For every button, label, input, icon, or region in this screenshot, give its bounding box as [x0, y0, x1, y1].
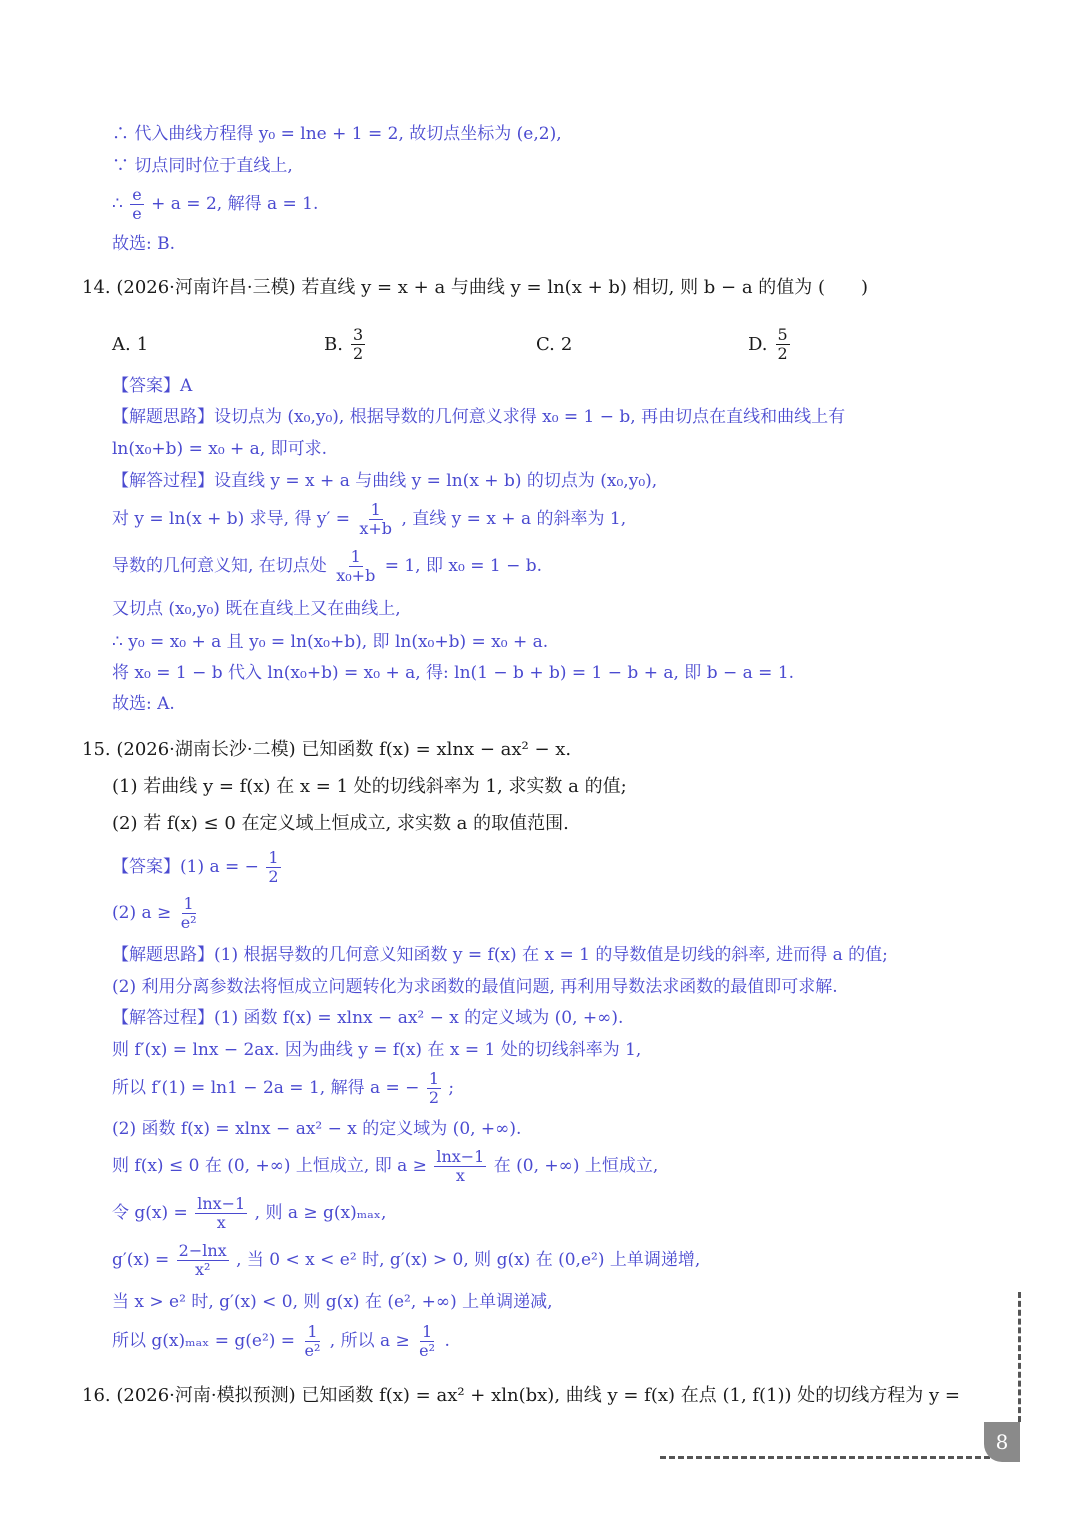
solution-line: [112, 498, 626, 540]
denominator: x+b: [359, 519, 393, 538]
solution-line: 故选: B.: [112, 234, 176, 254]
numerator: lnx−1: [436, 1147, 485, 1166]
question-15-stem: 15. (2026·湖南长沙·二模) 已知函数 f(x) = xlnx − ax² − x.: [82, 739, 572, 760]
idea-line: (2) 利用分离参数法将恒成立问题转化为求函数的最值问题, 再利用导数法求函数的最值即可求解.: [112, 977, 838, 997]
answer-line: [112, 892, 201, 934]
option-label: A.: [112, 333, 131, 355]
denominator: x: [455, 1166, 465, 1185]
text: 在 (0, +∞) 上恒成立,: [493, 1156, 659, 1176]
denominator: 2: [428, 1088, 439, 1107]
solution-line: [112, 1320, 450, 1362]
option-c: [536, 322, 572, 366]
fraction: [417, 1323, 437, 1360]
solution-line: [112, 1239, 700, 1281]
denominator: 2: [268, 867, 279, 886]
denominator: x: [216, 1213, 226, 1232]
text: 则 f(x) ≤ 0 在 (0, +∞) 上恒成立, 即 a ≥: [112, 1156, 427, 1176]
numerator: 1: [350, 547, 361, 566]
text: 【答案】(1) a = −: [112, 857, 259, 877]
text: , 所以 a ≥: [329, 1331, 410, 1351]
numerator: 2−lnx: [178, 1241, 227, 1260]
text: .: [444, 1331, 450, 1351]
idea-line: ln(x₀+b) = x₀ + a, 即可求.: [112, 439, 328, 459]
numerator: 1: [422, 1322, 433, 1341]
dashed-border-vertical: [1018, 1292, 1021, 1422]
solution-line: 将 x₀ = 1 − b 代入 ln(x₀+b) = x₀ + a, 得: ln(1 − b + b) = 1 − b + a, 即 b − a = 1.: [112, 663, 795, 683]
text: g′(x) =: [112, 1250, 170, 1270]
option-label: B.: [324, 333, 343, 355]
text: = 1, 即 x₀ = 1 − b.: [384, 556, 543, 576]
fraction: [177, 1242, 229, 1279]
fraction: [334, 548, 377, 585]
text: 对 y = ln(x + b) 求导, 得 y′ =: [112, 509, 350, 529]
numerator: 1: [428, 1069, 439, 1088]
text: (2) a ≥: [112, 903, 172, 923]
numerator: e: [132, 185, 142, 204]
solution-line: (2) 函数 f(x) = xlnx − ax² − x 的定义域为 (0, +∞).: [112, 1119, 522, 1139]
option-a: [112, 322, 148, 366]
fraction: [434, 1148, 486, 1185]
denominator: e²: [419, 1341, 436, 1360]
text: 导数的几何意义知, 在切点处: [112, 556, 327, 576]
solution-line: ∵ 切点同时位于直线上,: [112, 156, 293, 176]
fraction: [179, 895, 199, 932]
fraction: [266, 849, 280, 886]
page-number: 8: [984, 1422, 1020, 1462]
option-value: 1: [136, 333, 149, 355]
fraction: [302, 1323, 322, 1360]
denominator: e²: [304, 1341, 321, 1360]
option-fraction: [776, 326, 790, 363]
question-15-part-2: (2) 若 f(x) ≤ 0 在定义域上恒成立, 求实数 a 的取值范围.: [112, 813, 569, 834]
question-16-stem: 16. (2026·河南·模拟预测) 已知函数 f(x) = ax² + xln(bx), 曲线 y = f(x) 在点 (1, f(1)) 处的切线方程为 y =: [82, 1385, 960, 1406]
numerator: 1: [268, 848, 279, 867]
dashed-border-horizontal: [660, 1456, 990, 1459]
numerator: 3: [352, 324, 364, 344]
solution-line: 故选: A.: [112, 694, 175, 714]
fraction: [427, 1070, 441, 1107]
text: , 直线 y = x + a 的斜率为 1,: [401, 509, 627, 529]
denominator: x²: [194, 1260, 211, 1279]
option-label: D.: [748, 333, 768, 355]
fraction: [357, 501, 394, 538]
option-value: 2: [560, 333, 573, 355]
denominator: 2: [777, 343, 788, 363]
option-d: [748, 322, 792, 366]
text: 所以 f′(1) = ln1 − 2a = 1, 解得 a = −: [112, 1078, 420, 1098]
solution-line: [112, 1067, 454, 1109]
solution-line: 当 x > e² 时, g′(x) < 0, 则 g(x) 在 (e², +∞) 上单调递减,: [112, 1292, 553, 1312]
question-15-part-1: (1) 若曲线 y = f(x) 在 x = 1 处的切线斜率为 1, 求实数 a 的值;: [112, 776, 627, 797]
question-14-stem: 14. (2026·河南许昌·三模) 若直线 y = x + a 与曲线 y = ln(x + b) 相切, 则 b − a 的值为 ( ): [82, 277, 869, 298]
answer-line: 【答案】A: [112, 376, 193, 396]
solution-line: 【解答过程】设直线 y = x + a 与曲线 y = ln(x + b) 的切点为 (x₀,y₀),: [112, 471, 658, 491]
solution-line: [112, 1192, 386, 1234]
solution-line: 则 f′(x) = lnx − 2ax. 因为曲线 y = f(x) 在 x = 1 处的切线斜率为 1,: [112, 1040, 642, 1060]
idea-line: 【解题思路】设切点为 (x₀,y₀), 根据导数的几何意义求得 x₀ = 1 − b, 再由切点在直线和曲线上有: [112, 407, 846, 427]
numerator: lnx−1: [197, 1194, 246, 1213]
question-14-options: [112, 322, 912, 366]
denominator: e²: [180, 913, 197, 932]
denominator: 2: [352, 343, 364, 363]
numerator: 1: [307, 1322, 318, 1341]
solution-line: ∴ y₀ = x₀ + a 且 y₀ = ln(x₀+b), 即 ln(x₀+b) = x₀ + a.: [112, 632, 549, 652]
solution-line: [112, 184, 318, 224]
denominator: x₀+b: [336, 566, 376, 585]
option-b: [324, 322, 367, 366]
numerator: 5: [777, 324, 788, 344]
solution-line: 又切点 (x₀,y₀) 既在直线上又在曲线上,: [112, 599, 401, 619]
solution-line: 【解答过程】(1) 函数 f(x) = xlnx − ax² − x 的定义域为 (0, +∞).: [112, 1008, 624, 1028]
text: ;: [448, 1078, 455, 1098]
solution-line: [112, 1145, 658, 1187]
text: 所以 g(x)ₘₐₓ = g(e²) =: [112, 1331, 296, 1351]
text: 令 g(x) =: [112, 1203, 188, 1223]
idea-line: 【解题思路】(1) 根据导数的几何意义知函数 y = f(x) 在 x = 1 的导数值是切线的斜率, 进而得 a 的值;: [112, 945, 888, 965]
text: , 则 a ≥ g(x)ₘₐₓ,: [254, 1203, 387, 1223]
solution-line: [112, 545, 542, 587]
numerator: 1: [183, 894, 194, 913]
text: , 当 0 < x < e² 时, g′(x) > 0, 则 g(x) 在 (0,e²) 上单调递增,: [236, 1250, 701, 1270]
solution-line: ∴ 代入曲线方程得 y₀ = lne + 1 = 2, 故切点坐标为 (e,2),: [112, 124, 562, 144]
fraction: [130, 186, 143, 223]
option-label: C.: [536, 333, 555, 355]
answer-line: [112, 846, 283, 888]
denominator: e: [132, 204, 142, 223]
fraction: [195, 1195, 247, 1232]
option-fraction: [351, 326, 365, 363]
numerator: 1: [370, 500, 381, 519]
text: + a = 2, 解得 a = 1.: [151, 194, 319, 214]
text: ∴: [112, 194, 123, 214]
